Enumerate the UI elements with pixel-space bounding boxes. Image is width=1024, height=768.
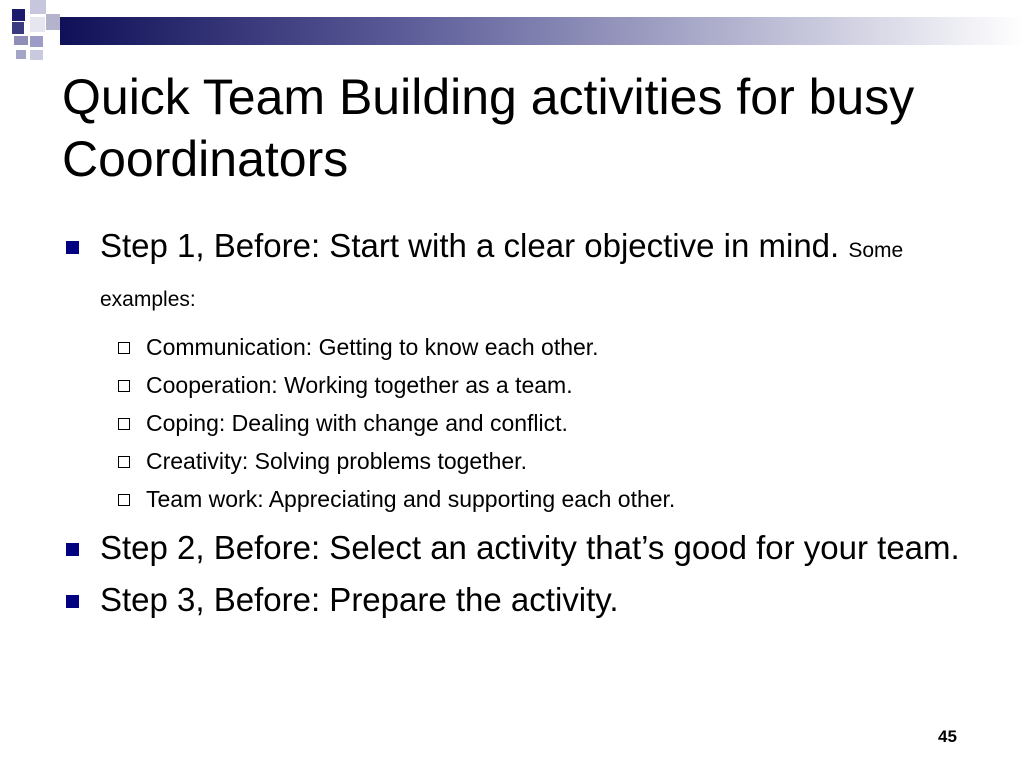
deco-square bbox=[46, 14, 60, 30]
slide-title: Quick Team Building activities for busy Coordinators bbox=[62, 69, 915, 187]
hollow-square-bullet-icon bbox=[118, 380, 130, 392]
examples-list bbox=[100, 328, 980, 518]
bullet-step-1 bbox=[60, 224, 980, 518]
list-item-text: Cooperation: Working together as a team. bbox=[146, 372, 573, 398]
bullet-step-2 bbox=[60, 526, 980, 570]
deco-square bbox=[30, 17, 45, 32]
deco-square bbox=[12, 9, 25, 21]
deco-square bbox=[46, 0, 62, 14]
bullet-text: Step 3, Before: Prepare the activity. bbox=[100, 581, 619, 618]
header-gradient-band bbox=[60, 17, 1024, 45]
hollow-square-bullet-icon bbox=[118, 456, 130, 468]
bullet-text: Step 1, Before: Start with a clear objective in mind. bbox=[100, 227, 840, 264]
deco-square bbox=[30, 0, 46, 14]
square-bullet-icon bbox=[66, 595, 79, 608]
page-number: 45 bbox=[938, 727, 957, 746]
deco-square bbox=[30, 36, 43, 47]
hollow-square-bullet-icon bbox=[118, 494, 130, 506]
list-item bbox=[100, 480, 980, 518]
list-item bbox=[100, 366, 980, 404]
header-decoration bbox=[0, 0, 1024, 70]
list-item bbox=[100, 328, 980, 366]
square-bullet-icon bbox=[66, 241, 79, 254]
list-item-text: Creativity: Solving problems together. bbox=[146, 448, 527, 474]
list-item bbox=[100, 404, 980, 442]
list-item-text: Coping: Dealing with change and conflict. bbox=[146, 410, 568, 436]
slide-body bbox=[60, 224, 980, 622]
bullet-text: Step 2, Before: Select an activity that’s good for your team. bbox=[100, 529, 960, 566]
bullet-small-text: Some examples: bbox=[100, 239, 904, 311]
hollow-square-bullet-icon bbox=[118, 418, 130, 430]
list-item-text: Team work: Appreciating and supporting each other. bbox=[146, 486, 676, 512]
deco-square bbox=[16, 50, 26, 59]
list-item bbox=[100, 442, 980, 480]
deco-square bbox=[30, 50, 43, 60]
list-item-text: Communication: Getting to know each other. bbox=[146, 334, 599, 360]
square-bullet-icon bbox=[66, 543, 79, 556]
deco-square bbox=[12, 22, 24, 34]
bullet-step-3 bbox=[60, 578, 980, 622]
deco-square bbox=[14, 36, 28, 45]
hollow-square-bullet-icon bbox=[118, 342, 130, 354]
